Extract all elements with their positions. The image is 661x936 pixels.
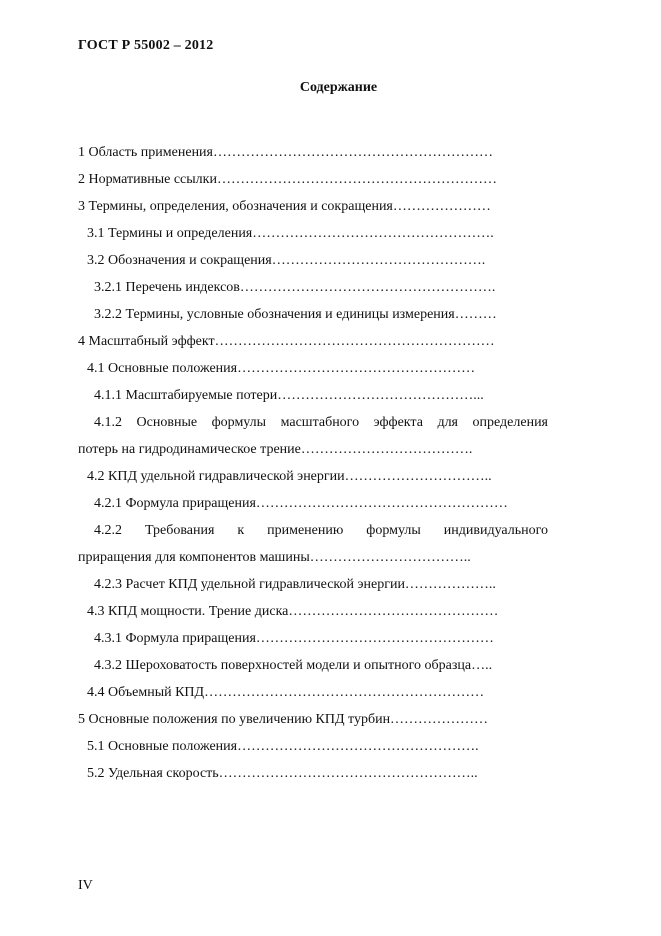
toc-item-4-2-3: 4.2.3 Расчет КПД удельной гидравлической энергии……………….. [94,577,496,592]
toc-item-3-2-2: 3.2.2 Термины, условные обозначения и единицы измерения……… [94,307,497,322]
toc-item-4-1: 4.1 Основные положения…………………………………………… [87,361,476,376]
toc-item-4-2: 4.2 КПД удельной гидравлической энергии………………………….. [87,469,492,484]
document-header: ГОСТ Р 55002 – 2012 [78,38,214,53]
toc-item-5-2: 5.2 Удельная скорость……………………………………………….. [87,766,478,781]
toc-item-4-2-2-continued: приращения для компонентов машины…………………………….. [78,550,471,565]
toc-item-4-1-1: 4.1.1 Масштабируемые потери……………………………………... [94,388,484,403]
toc-item-3: 3 Термины, определения, обозначения и сокращения………………… [78,199,491,214]
toc-item-3-2: 3.2 Обозначения и сокращения………………………………………. [87,253,486,268]
page-number: IV [78,878,93,893]
toc-item-4: 4 Масштабный эффект…………………………………………………… [78,334,495,349]
toc-item-4-1-2-continued: потерь на гидродинамическое трение………………………………. [78,442,473,457]
toc-item-4-4: 4.4 Объемный КПД…………………………………………………… [87,685,485,700]
toc-item-5-1: 5.1 Основные положения……………………………………………. [87,739,479,754]
toc-item-3-1: 3.1 Термины и определения……………………………………………. [87,226,494,241]
toc-item-4-1-2: 4.1.2 Основные формулы масштабного эффекта для определения [94,415,548,430]
toc-item-4-2-1: 4.2.1 Формула приращения……………………………………………… [94,496,508,511]
toc-item-3-2-1: 3.2.1 Перечень индексов………………………………………………. [94,280,496,295]
toc-item-4-3: 4.3 КПД мощности. Трение диска……………………………………… [87,604,499,619]
toc-item-4-3-1: 4.3.1 Формула приращения…………………………………………… [94,631,494,646]
table-of-contents [78,143,548,791]
toc-item-2: 2 Нормативные ссылки…………………………………………………… [78,172,497,187]
toc-item-1: 1 Область применения…………………………………………………… [78,145,493,160]
toc-item-4-2-2: 4.2.2 Требования к применению формулы индивидуального [94,523,548,538]
toc-item-4-3-2: 4.3.2 Шероховатость поверхностей модели и опытного образца….. [94,658,493,673]
page-title: Содержание [299,80,378,95]
toc-item-5: 5 Основные положения по увеличению КПД турбин………………… [78,712,489,727]
